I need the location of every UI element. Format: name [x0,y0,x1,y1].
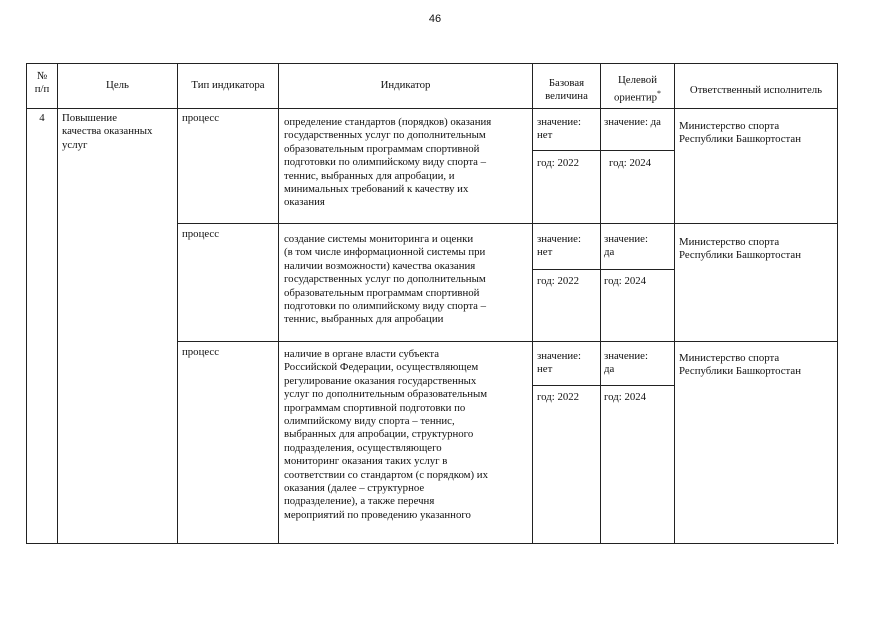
header-executor: Ответственный исполнитель [689,84,823,96]
target-year: год: 2024 [604,275,647,287]
table-border-left [26,63,27,544]
base-value: значение: нет [537,350,581,376]
header-base-value: Базовая величина [545,77,588,103]
indicator-type: процесс [182,228,219,240]
header-indicator: Индикатор [380,79,431,91]
header-target [601,74,674,105]
row-separator [177,223,838,224]
indicator-text: наличие в органе власти субъекта Российской Федерации, осуществляющем регулирование оказания государственных услуг по дополнительным образовательным программам спортивной подготовки по олимпийскому виду спорта – теннис, выбранных для апробации, структурного подразделения, осуществляющего мониторинг оказания таких услуг в соответствии со стандартом (с порядком) их оказания (далее – структурное подразделение), а также перечня мероприятий по проведению указанного [284,348,488,521]
header-num: № п/п [34,70,50,96]
value-split [532,269,674,270]
table-border-bottom [26,543,834,544]
col-divider [57,63,58,544]
target-year: год: 2024 [609,157,652,169]
indicator-type: процесс [182,346,219,358]
base-year: год: 2022 [537,157,580,169]
value-split [532,150,674,151]
indicator-text: создание системы мониторинга и оценки (в том числе информационной системы при наличии возможности) качества оказания государственных услуг по дополнительным образовательным программам спортивной подготовки по олимпийскому виду спорта – теннис, выбранных для апробации [284,233,487,326]
indicator-type: процесс [182,112,219,124]
executor: Министерство спорта Республики Башкортостан [679,352,801,378]
col-divider [600,63,601,544]
col-divider [674,63,675,544]
table-border-top [26,63,838,64]
table-border-right [837,63,838,544]
indicator-text: определение стандартов (порядков) оказания государственных услуг по дополнительным образовательным программам спортивной подготовки по олимпийскому виду спорта – теннис, выбранных для апробации, и минимальных требований к качеству их оказания [284,116,492,209]
target-value: значение: да [604,350,648,376]
base-year: год: 2022 [537,275,580,287]
col-divider [532,63,533,544]
header-target-label: Целевой ориентир [613,74,658,104]
header-separator [26,108,838,109]
row-separator [177,341,838,342]
value-split [532,385,674,386]
executor: Министерство спорта Республики Башкортостан [679,236,801,262]
target-year: год: 2024 [604,391,647,403]
header-indicator-type: Тип индикатора [191,79,265,91]
row-number: 4 [39,112,45,124]
row-goal: Повышение качества оказанных услуг [62,112,153,151]
executor: Министерство спорта Республики Башкортостан [679,120,801,146]
footnote-mark: * [657,89,662,99]
header-goal: Цель [106,79,129,91]
col-divider [177,63,178,544]
page-number: 46 [428,13,442,25]
col-divider [278,63,279,544]
base-value: значение: нет [537,116,581,142]
base-year: год: 2022 [537,391,580,403]
base-value: значение: нет [537,233,581,259]
target-value: значение: да [604,233,648,259]
target-value: значение: да [604,116,661,128]
